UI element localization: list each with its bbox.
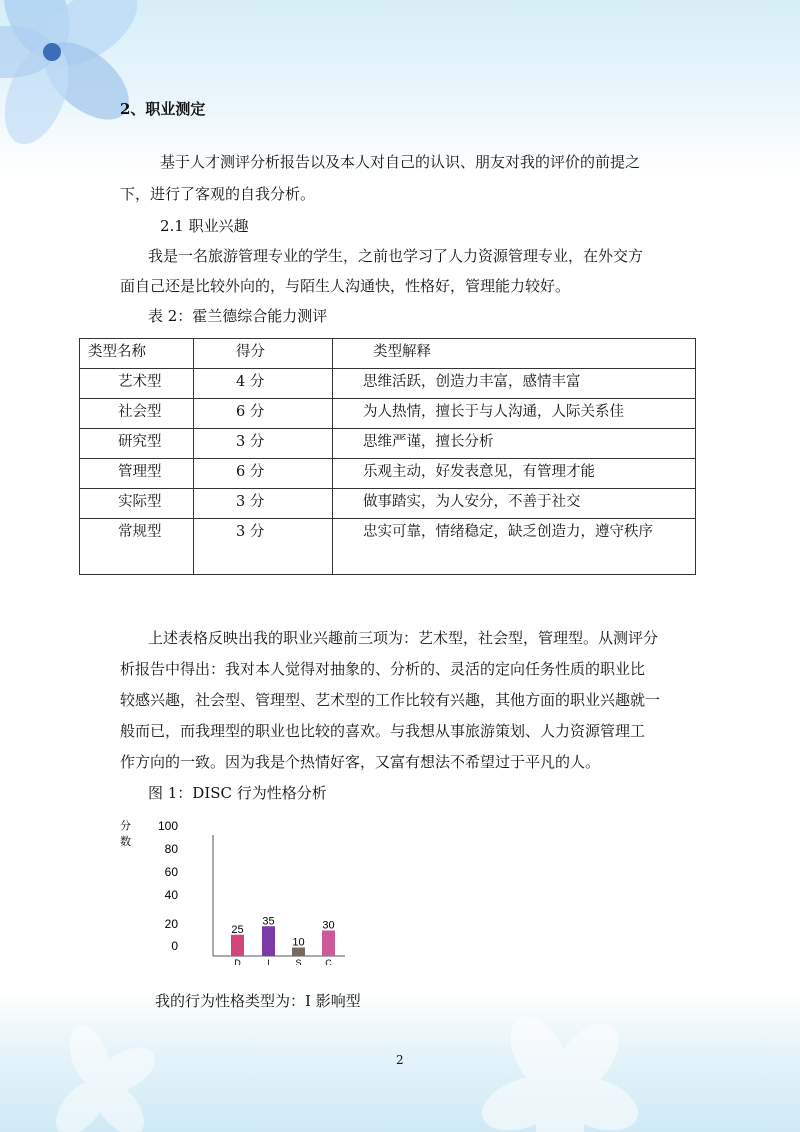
footer-flower-left-icon <box>20 1005 180 1132</box>
table-row <box>80 519 696 575</box>
table-header-cell: 得分 <box>194 339 333 369</box>
intro-line-2: 下，进行了客观的自我分析。 <box>120 185 316 203</box>
table-cell: 实际型 <box>80 489 194 519</box>
table-cell: 做事踏实，为人安分，不善于社交 <box>333 489 696 519</box>
y-tick-label: 100 <box>157 819 178 833</box>
table-row <box>80 369 696 399</box>
bar-value-label: 10 <box>292 936 305 949</box>
para2-line-4: 般而已，而我理型的职业也比较的喜欢。与我想从事旅游策划、人力资源管理工 <box>120 722 646 740</box>
x-tick-label: S <box>295 958 302 965</box>
para1-line-2: 面自己还是比较外向的，与陌生人沟通快，性格好，管理能力较好。 <box>120 277 571 295</box>
table-cell: 思维严谨，擅长分析 <box>333 429 696 459</box>
subsection-title: 2.1 职业兴趣 <box>160 217 249 235</box>
table-cell: 乐观主动，好发表意见，有管理才能 <box>333 459 696 489</box>
bar-value-label: 25 <box>231 923 244 936</box>
bar-s <box>292 948 305 957</box>
bar-value-label: 30 <box>322 919 335 932</box>
table-cell: 研究型 <box>80 429 194 459</box>
table-header-row <box>80 339 696 369</box>
table-row <box>80 459 696 489</box>
table-cell: 忠实可靠，情绪稳定，缺乏创造力，遵守秩序 <box>333 519 696 575</box>
disc-bar-chart <box>110 815 370 965</box>
table-cell: 6 分 <box>194 459 333 489</box>
footer-flower-icon <box>430 995 690 1132</box>
table-cell: 3 分 <box>194 519 333 575</box>
bar-c <box>322 931 335 957</box>
y-tick-label: 20 <box>164 917 178 931</box>
intro-line-1: 基于人才测评分析报告以及本人对自己的认识、朋友对我的评价的前提之 <box>160 153 641 171</box>
table-cell: 常规型 <box>80 519 194 575</box>
table-cell: 4 分 <box>194 369 333 399</box>
table-cell: 社会型 <box>80 399 194 429</box>
para2-line-3: 较感兴趣，社会型、管理型、艺术型的工作比较有兴趣，其他方面的职业兴趣就一 <box>120 691 661 709</box>
y-tick-label: 40 <box>164 888 178 902</box>
bar-value-label: 35 <box>262 915 275 928</box>
y-axis-label-char: 数 <box>120 836 131 848</box>
para2-line-1: 上述表格反映出我的职业兴趣前三项为：艺术型，社会型，管理型。从测评分 <box>148 629 659 647</box>
table-row <box>80 489 696 519</box>
page-number: 2 <box>396 1053 404 1067</box>
x-tick-label: I <box>267 958 270 965</box>
conclusion-text: 我的行为性格类型为：I 影响型 <box>155 992 361 1010</box>
holland-table <box>79 338 696 575</box>
table-caption: 表 2：霍兰德综合能力测评 <box>148 307 328 325</box>
table-cell: 为人热情，擅长于与人沟通，人际关系佳 <box>333 399 696 429</box>
bar-i <box>262 926 275 956</box>
table-cell: 管理型 <box>80 459 194 489</box>
table-cell: 6 分 <box>194 399 333 429</box>
para2-line-2: 析报告中得出：我对本人觉得对抽象的、分析的、灵活的定向任务性质的职业比 <box>120 660 646 678</box>
y-tick-label: 80 <box>164 842 178 856</box>
para2-line-5: 作方向的一致。因为我是个热情好客，又富有想法不希望过于平凡的人。 <box>120 753 601 771</box>
table-cell: 3 分 <box>194 489 333 519</box>
table-row <box>80 399 696 429</box>
table-cell: 思维活跃，创造力丰富，感情丰富 <box>333 369 696 399</box>
para1-line-1: 我是一名旅游管理专业的学生，之前也学习了人力资源管理专业，在外交方 <box>148 247 644 265</box>
table-cell: 3 分 <box>194 429 333 459</box>
y-axis-label <box>120 818 131 848</box>
flower-decoration-icon <box>0 0 210 150</box>
table-header-cell: 类型解释 <box>333 339 696 369</box>
table-cell: 艺术型 <box>80 369 194 399</box>
y-tick-label: 60 <box>164 865 178 879</box>
bar-d <box>231 935 244 956</box>
section-heading: 2、职业测定 <box>120 100 206 118</box>
y-axis-label-char: 分 <box>120 820 131 832</box>
x-tick-label: C <box>325 958 332 965</box>
figure-caption: 图 1：DISC 行为性格分析 <box>148 784 327 802</box>
table-row <box>80 429 696 459</box>
table-header-cell: 类型名称 <box>80 339 194 369</box>
y-tick-label: 0 <box>171 939 178 953</box>
x-tick-label: D <box>234 958 241 965</box>
